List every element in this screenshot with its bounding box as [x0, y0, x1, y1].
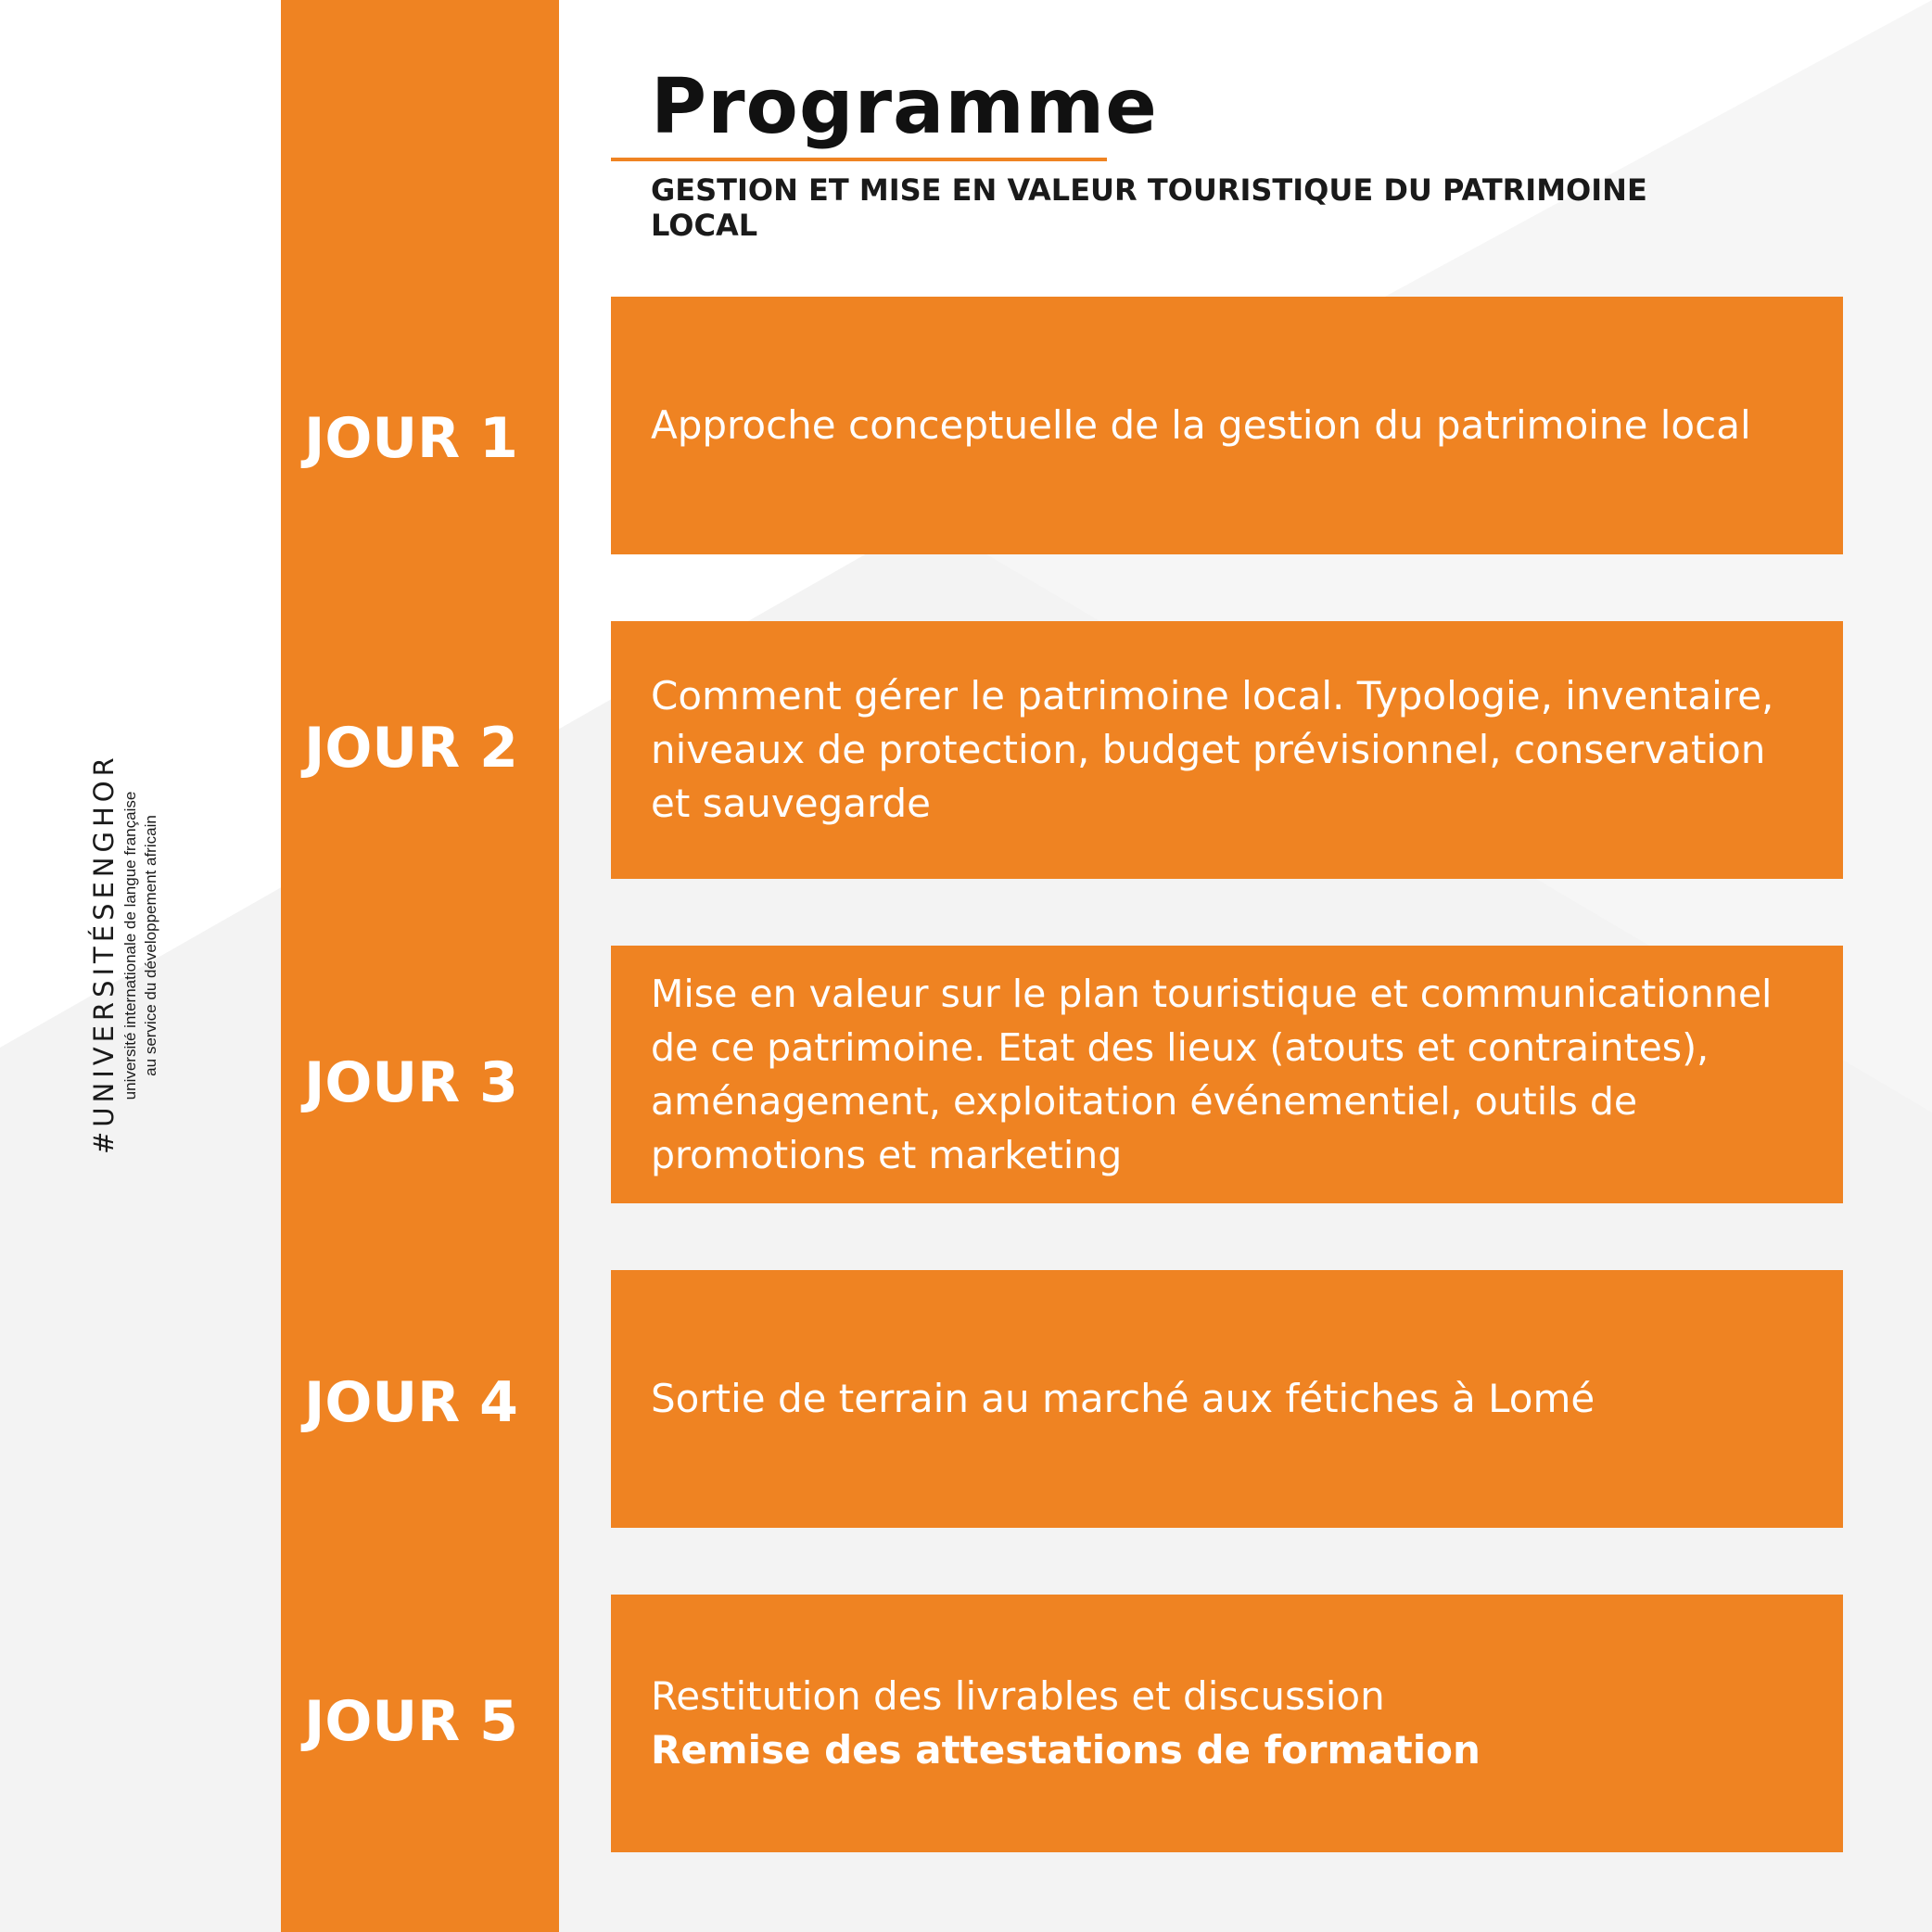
day-description-5: Restitution des livrables et discussion [651, 1673, 1385, 1719]
brand-vertical-text [88, 737, 160, 1154]
day-card-4 [611, 1270, 1843, 1528]
title-underline [611, 158, 1107, 161]
day-label-4: JOUR 4 [304, 1370, 518, 1435]
brand-hashtag: #UNIVERSITÉSENGHOR [88, 753, 120, 1154]
day-description-1: Approche conceptuelle de la gestion du patrimoine local [651, 402, 1751, 448]
day-card-1 [611, 297, 1843, 554]
page-title: Programme [651, 63, 1158, 151]
day-card-5-text [651, 1670, 1481, 1777]
brand-tagline-line2: au service du développement africain [142, 815, 159, 1076]
day-column [281, 0, 559, 1932]
day-description-2: Comment gérer le patrimoine local. Typologie, inventaire, niveaux de protection, budget prévisionnel, conservation et sauvegarde [651, 673, 1774, 826]
day-card-3 [611, 946, 1843, 1203]
day-label-1: JOUR 1 [304, 406, 518, 471]
day-label-5: JOUR 5 [304, 1689, 518, 1754]
day-card-2 [611, 621, 1843, 879]
day-label-3: JOUR 3 [304, 1050, 518, 1115]
day-description-5-bold: Remise des attestations de formation [651, 1727, 1481, 1773]
day-description-3: Mise en valeur sur le plan touristique et communicationnel de ce patrimoine. Etat des lieux (atouts et contraintes), aménagement, exploitation événementiel, outils de promotions et marketing [651, 972, 1773, 1177]
day-description-4: Sortie de terrain au marché aux fétiches à Lomé [651, 1376, 1595, 1421]
day-card-5 [611, 1595, 1843, 1852]
day-label-2: JOUR 2 [304, 716, 518, 781]
brand-tagline-line1: université internationale de langue française [121, 791, 139, 1100]
page-subtitle: GESTION ET MISE EN VALEUR TOURISTIQUE DU PATRIMOINE LOCAL [651, 172, 1647, 243]
